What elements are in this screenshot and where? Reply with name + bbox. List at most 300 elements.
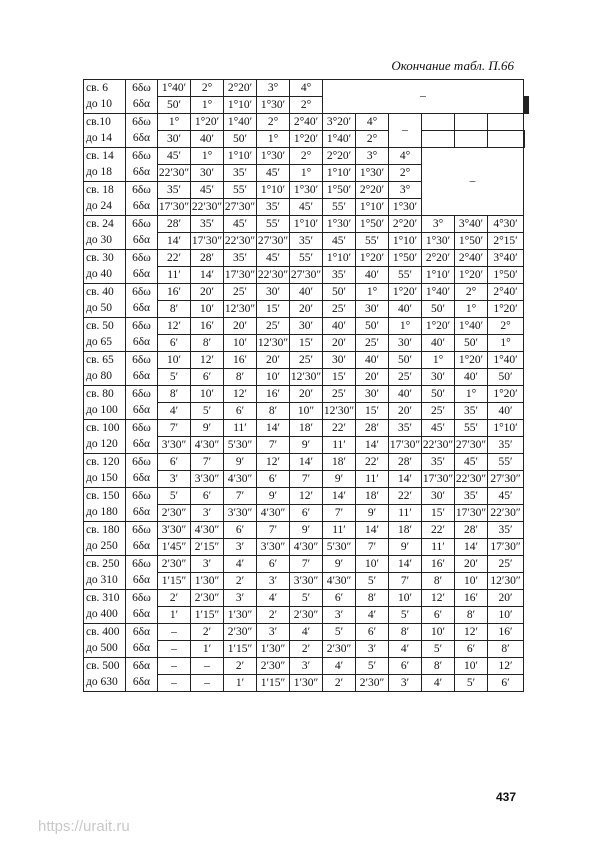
value-cell: 8′ — [158, 301, 191, 318]
value-cell: 6′ — [422, 607, 455, 624]
size-range-label: св. 6 — [84, 80, 126, 97]
value-cell: 4′30″ — [191, 437, 224, 454]
value-cell: 45′ — [422, 420, 455, 437]
value-cell: 20′ — [323, 335, 356, 352]
value-cell: 10′ — [224, 335, 257, 352]
table-row — [84, 420, 529, 437]
value-cell: 50′ — [422, 301, 455, 318]
value-cell: 12′30″ — [224, 301, 257, 318]
quantity-cell: 6δω — [126, 80, 158, 97]
value-cell: 4′30″ — [290, 539, 323, 556]
value-cell: 9′ — [290, 522, 323, 539]
quantity-cell: 6δω — [126, 148, 158, 165]
value-cell: 1′ — [224, 675, 257, 692]
value-cell: 17′30″ — [389, 437, 422, 454]
value-cell: 55′ — [224, 182, 257, 199]
value-cell: 35′ — [323, 267, 356, 284]
value-cell: 2° — [356, 131, 389, 148]
value-cell: 12′ — [191, 352, 224, 369]
value-cell: 3′ — [323, 607, 356, 624]
quantity-cell: 6δα — [126, 624, 158, 641]
value-cell: 12′30″ — [257, 335, 290, 352]
size-range-label: до 250 — [84, 539, 126, 556]
value-cell: 50′ — [158, 97, 191, 114]
value-cell: 6′ — [290, 505, 323, 522]
value-cell: 3°40′ — [455, 216, 488, 233]
value-cell: 3° — [389, 182, 422, 199]
value-cell: 40′ — [422, 335, 455, 352]
value-cell: 16′ — [191, 318, 224, 335]
value-cell: 16′ — [224, 352, 257, 369]
value-cell: 28′ — [455, 522, 488, 539]
value-cell: – — [158, 624, 191, 641]
value-cell: 1′30″ — [257, 641, 290, 658]
blank-cell — [488, 114, 524, 131]
value-cell: 6′ — [455, 641, 488, 658]
value-cell: 16′ — [488, 624, 524, 641]
empty-range-cell: – — [389, 114, 422, 148]
table-row — [84, 318, 529, 335]
value-cell: 4′30″ — [257, 505, 290, 522]
quantity-cell: 6δα — [126, 97, 158, 114]
value-cell: 22′30″ — [224, 233, 257, 250]
value-cell: 1°50′ — [455, 233, 488, 250]
value-cell: – — [158, 658, 191, 675]
value-cell: 1′ — [191, 641, 224, 658]
value-cell: 12′ — [224, 386, 257, 403]
size-range-label: св. 24 — [84, 216, 126, 233]
blank-cell — [455, 131, 488, 148]
value-cell: 11′ — [356, 471, 389, 488]
value-cell: 45′ — [488, 488, 524, 505]
value-cell: 1°10′ — [323, 165, 356, 182]
value-cell: 1°30′ — [356, 165, 389, 182]
value-cell: 2′30″ — [290, 607, 323, 624]
value-cell: 50′ — [356, 318, 389, 335]
value-cell: 30′ — [290, 318, 323, 335]
value-cell: 12′ — [422, 590, 455, 607]
value-cell: 35′ — [224, 165, 257, 182]
quantity-cell: 6δα — [126, 233, 158, 250]
value-cell: – — [158, 641, 191, 658]
value-cell: 22′ — [356, 454, 389, 471]
value-cell: 20′ — [191, 284, 224, 301]
value-cell: 7′ — [389, 573, 422, 590]
value-cell: – — [191, 658, 224, 675]
value-cell: 20′ — [488, 590, 524, 607]
value-cell: 11′ — [323, 437, 356, 454]
size-range-label: до 18 — [84, 165, 126, 182]
value-cell: 30′ — [323, 352, 356, 369]
value-cell: 55′ — [455, 420, 488, 437]
value-cell: 14′ — [257, 420, 290, 437]
table-caption: Окончание табл. П.66 — [391, 58, 514, 73]
size-range-label: до 14 — [84, 131, 126, 148]
value-cell: 1°20′ — [191, 114, 224, 131]
quantity-cell: 6δω — [126, 386, 158, 403]
value-cell: 1′15″ — [224, 641, 257, 658]
value-cell: 11′ — [224, 420, 257, 437]
value-cell: 30′ — [158, 131, 191, 148]
value-cell: 10′ — [455, 658, 488, 675]
value-cell: 14′ — [158, 233, 191, 250]
size-range-label: до 180 — [84, 505, 126, 522]
value-cell: 50′ — [323, 284, 356, 301]
quantity-cell: 6δω — [126, 420, 158, 437]
quantity-cell: 6δα — [126, 675, 158, 692]
quantity-cell: 6δα — [126, 505, 158, 522]
size-range-label: до 150 — [84, 471, 126, 488]
value-cell: 4′ — [389, 641, 422, 658]
value-cell: 20′ — [290, 386, 323, 403]
quantity-cell: 6δα — [126, 369, 158, 386]
value-cell: 15′ — [422, 505, 455, 522]
value-cell: 28′ — [158, 216, 191, 233]
value-cell: 27′30″ — [257, 233, 290, 250]
value-cell: 25′ — [224, 284, 257, 301]
value-cell: 10′ — [158, 352, 191, 369]
size-range-label: до 310 — [84, 573, 126, 590]
value-cell: 6′ — [257, 471, 290, 488]
value-cell: 11′ — [323, 522, 356, 539]
size-range-label: до 40 — [84, 267, 126, 284]
value-cell: 22′30″ — [488, 505, 524, 522]
size-range-label: св. 18 — [84, 182, 126, 199]
size-range-label: св. 250 — [84, 556, 126, 573]
value-cell: 30′ — [257, 284, 290, 301]
value-cell: 4° — [356, 114, 389, 131]
value-cell: 40′ — [356, 267, 389, 284]
value-cell: 17′30″ — [488, 539, 524, 556]
value-cell: 4′ — [422, 675, 455, 692]
value-cell: 10′ — [389, 590, 422, 607]
value-cell: 14′ — [356, 437, 389, 454]
value-cell: 10′ — [356, 556, 389, 573]
value-cell: 25′ — [488, 556, 524, 573]
value-cell: 3′30″ — [158, 522, 191, 539]
table-row — [84, 675, 529, 692]
value-cell: 40′ — [323, 318, 356, 335]
value-cell: 1°40′ — [422, 284, 455, 301]
value-cell: 8′ — [422, 573, 455, 590]
quantity-cell: 6δα — [126, 607, 158, 624]
empty-range-cell: – — [323, 80, 524, 114]
value-cell: 35′ — [455, 488, 488, 505]
value-cell: 9′ — [290, 437, 323, 454]
value-cell: 14′ — [389, 471, 422, 488]
size-range-label: до 400 — [84, 607, 126, 624]
table-row — [84, 352, 529, 369]
value-cell: 4° — [389, 148, 422, 165]
blank-cell — [524, 131, 525, 148]
table-row — [84, 641, 529, 658]
empty-range-cell: – — [422, 148, 524, 216]
value-cell: 3′30″ — [158, 437, 191, 454]
value-cell: 2° — [257, 114, 290, 131]
value-cell: 2′30″ — [158, 505, 191, 522]
value-cell: 4° — [290, 80, 323, 97]
value-cell: 10′ — [191, 386, 224, 403]
size-range-label: св. 500 — [84, 658, 126, 675]
value-cell: 1°50′ — [356, 216, 389, 233]
value-cell: 1°20′ — [455, 352, 488, 369]
size-range-label: св. 100 — [84, 420, 126, 437]
value-cell: 2′30″ — [191, 590, 224, 607]
value-cell: 2′ — [191, 624, 224, 641]
table-row — [84, 148, 529, 165]
size-range-label: до 120 — [84, 437, 126, 454]
quantity-cell: 6δω — [126, 488, 158, 505]
value-cell: 3′30″ — [257, 539, 290, 556]
value-cell: 4°30′ — [488, 216, 524, 233]
table-row — [84, 301, 529, 318]
value-cell: 5′ — [158, 369, 191, 386]
value-cell: 4′30″ — [323, 573, 356, 590]
value-cell: 15′ — [257, 301, 290, 318]
value-cell: 35′ — [488, 437, 524, 454]
value-cell: 2′ — [224, 573, 257, 590]
value-cell: 14′ — [356, 522, 389, 539]
size-range-label: св. 120 — [84, 454, 126, 471]
value-cell: 11′ — [422, 539, 455, 556]
value-cell: 1° — [389, 318, 422, 335]
value-cell: 4′ — [290, 624, 323, 641]
value-cell: 50′ — [488, 369, 524, 386]
value-cell: 2°20′ — [389, 216, 422, 233]
value-cell: 2°40′ — [455, 250, 488, 267]
quantity-cell: 6δω — [126, 318, 158, 335]
value-cell: 14′ — [191, 267, 224, 284]
value-cell: 1°50′ — [323, 182, 356, 199]
value-cell: 14′ — [290, 454, 323, 471]
size-range-label: до 30 — [84, 233, 126, 250]
value-cell: 9′ — [257, 488, 290, 505]
table-row — [84, 114, 529, 131]
value-cell: 2°15′ — [488, 233, 524, 250]
value-cell: 3′ — [389, 675, 422, 692]
quantity-cell: 6δω — [126, 216, 158, 233]
value-cell: 22′ — [323, 420, 356, 437]
quantity-cell: 6δα — [126, 165, 158, 182]
value-cell: 8′ — [224, 369, 257, 386]
value-cell: 1′15″ — [257, 675, 290, 692]
value-cell: 25′ — [356, 335, 389, 352]
value-cell: 1° — [191, 97, 224, 114]
value-cell: 1° — [422, 352, 455, 369]
page-number: 437 — [495, 790, 516, 804]
value-cell: 2°20′ — [323, 148, 356, 165]
value-cell: 10′ — [191, 301, 224, 318]
value-cell: 5′ — [455, 675, 488, 692]
value-cell: 25′ — [290, 352, 323, 369]
value-cell: – — [191, 675, 224, 692]
value-cell: 2°20′ — [356, 182, 389, 199]
size-range-label: св. 14 — [84, 148, 126, 165]
value-cell: 9′ — [191, 420, 224, 437]
value-cell: 2° — [455, 284, 488, 301]
value-cell: 2′ — [158, 590, 191, 607]
value-cell: 30′ — [356, 301, 389, 318]
value-cell: 2′ — [257, 607, 290, 624]
value-cell: 45′ — [257, 165, 290, 182]
value-cell: 1°10′ — [356, 199, 389, 216]
quantity-cell: 6δω — [126, 556, 158, 573]
quantity-cell: 6δα — [126, 267, 158, 284]
value-cell: 35′ — [290, 233, 323, 250]
size-range-label: св. 40 — [84, 284, 126, 301]
quantity-cell: 6δα — [126, 539, 158, 556]
value-cell: 28′ — [389, 454, 422, 471]
value-cell: 22′ — [158, 250, 191, 267]
value-cell: 22′30″ — [158, 165, 191, 182]
value-cell: 7′ — [257, 437, 290, 454]
value-cell: 2° — [290, 97, 323, 114]
value-cell: 55′ — [389, 267, 422, 284]
blank-cell — [455, 114, 488, 131]
size-range-label: св. 310 — [84, 590, 126, 607]
value-cell: 1°10′ — [224, 148, 257, 165]
value-cell: 35′ — [422, 454, 455, 471]
value-cell: 14′ — [455, 539, 488, 556]
value-cell: 35′ — [389, 420, 422, 437]
value-cell: 7′ — [257, 522, 290, 539]
value-cell: 16′ — [455, 590, 488, 607]
value-cell: 1°10′ — [323, 250, 356, 267]
value-cell: 25′ — [323, 386, 356, 403]
value-cell: 4′ — [158, 403, 191, 420]
value-cell: 2° — [290, 148, 323, 165]
value-cell: 2°20′ — [422, 250, 455, 267]
size-range-label: св. 30 — [84, 250, 126, 267]
value-cell: 22′30″ — [191, 199, 224, 216]
value-cell: 20′ — [389, 403, 422, 420]
table-row — [84, 573, 529, 590]
value-cell: 3′ — [191, 556, 224, 573]
value-cell: 3°20′ — [323, 114, 356, 131]
value-cell: 8′ — [422, 658, 455, 675]
value-cell: 4′ — [356, 607, 389, 624]
value-cell: 7′ — [356, 539, 389, 556]
size-range-label: до 80 — [84, 369, 126, 386]
size-range-label: до 65 — [84, 335, 126, 352]
value-cell: 1°40′ — [158, 80, 191, 97]
value-cell: 25′ — [422, 403, 455, 420]
blank-cell — [422, 114, 455, 131]
value-cell: 1′30″ — [290, 675, 323, 692]
value-cell: 30′ — [389, 335, 422, 352]
value-cell: 6′ — [389, 658, 422, 675]
size-range-label: до 24 — [84, 199, 126, 216]
quantity-cell: 6δω — [126, 284, 158, 301]
size-range-label: св. 150 — [84, 488, 126, 505]
value-cell: 3° — [422, 216, 455, 233]
value-cell: 9′ — [356, 505, 389, 522]
table-row — [84, 267, 529, 284]
size-range-label: св. 65 — [84, 352, 126, 369]
value-cell: 1° — [290, 165, 323, 182]
value-cell: 45′ — [191, 182, 224, 199]
value-cell: 7′ — [158, 420, 191, 437]
table-row — [84, 233, 529, 250]
value-cell: 1°20′ — [488, 386, 524, 403]
value-cell: 3′ — [290, 658, 323, 675]
value-cell: 1′45″ — [158, 539, 191, 556]
value-cell: 55′ — [290, 250, 323, 267]
value-cell: 40′ — [455, 369, 488, 386]
value-cell: 3°40′ — [488, 250, 524, 267]
value-cell: 18′ — [290, 420, 323, 437]
value-cell: 1′30″ — [224, 607, 257, 624]
value-cell: 14′ — [389, 556, 422, 573]
value-cell: 1°40′ — [455, 318, 488, 335]
value-cell: 11′ — [389, 505, 422, 522]
value-cell: 6′ — [191, 369, 224, 386]
value-cell: 1°40′ — [323, 131, 356, 148]
value-cell: 2′ — [323, 675, 356, 692]
value-cell: 8′ — [356, 590, 389, 607]
value-cell: 17′30″ — [191, 233, 224, 250]
value-cell: 2° — [389, 165, 422, 182]
value-cell: 3′ — [224, 590, 257, 607]
quantity-cell: 6δα — [126, 658, 158, 675]
value-cell: 30′ — [422, 488, 455, 505]
value-cell: 1°40′ — [488, 352, 524, 369]
value-cell: 9′ — [389, 539, 422, 556]
value-cell: 2′30″ — [356, 675, 389, 692]
value-cell: 1°50′ — [488, 267, 524, 284]
value-cell: 35′ — [158, 182, 191, 199]
value-cell: 25′ — [323, 301, 356, 318]
value-cell: 10′ — [488, 607, 524, 624]
value-cell: 3′ — [257, 573, 290, 590]
value-cell: 16′ — [158, 284, 191, 301]
value-cell: 5′30″ — [323, 539, 356, 556]
value-cell: 3° — [257, 80, 290, 97]
value-cell: 35′ — [224, 250, 257, 267]
quantity-cell: 6δα — [126, 199, 158, 216]
size-range-label: св. 400 — [84, 624, 126, 641]
value-cell: 7′ — [290, 556, 323, 573]
value-cell: 6′ — [224, 403, 257, 420]
table-row — [84, 369, 529, 386]
value-cell: 20′ — [290, 301, 323, 318]
value-cell: 40′ — [191, 131, 224, 148]
size-range-label: до 630 — [84, 675, 126, 692]
value-cell: 45′ — [224, 216, 257, 233]
value-cell: 27′30″ — [488, 471, 524, 488]
value-cell: 8′ — [158, 386, 191, 403]
size-range-label: св.10 — [84, 114, 126, 131]
value-cell: 1°30′ — [257, 97, 290, 114]
value-cell: 1°30′ — [257, 148, 290, 165]
value-cell: 9′ — [224, 454, 257, 471]
value-cell: 50′ — [389, 352, 422, 369]
value-cell: 55′ — [257, 216, 290, 233]
table-row — [84, 386, 529, 403]
value-cell: 2′ — [224, 658, 257, 675]
value-cell: 15′ — [290, 335, 323, 352]
size-range-label: св. 80 — [84, 386, 126, 403]
value-cell: 1° — [191, 148, 224, 165]
value-cell: 8′ — [455, 607, 488, 624]
value-cell: 10′ — [455, 573, 488, 590]
value-cell: 5′ — [323, 624, 356, 641]
value-cell: 6′ — [356, 624, 389, 641]
table-row — [84, 335, 529, 352]
value-cell: 1°10′ — [290, 216, 323, 233]
value-cell: 40′ — [389, 301, 422, 318]
tolerance-table — [83, 79, 529, 692]
